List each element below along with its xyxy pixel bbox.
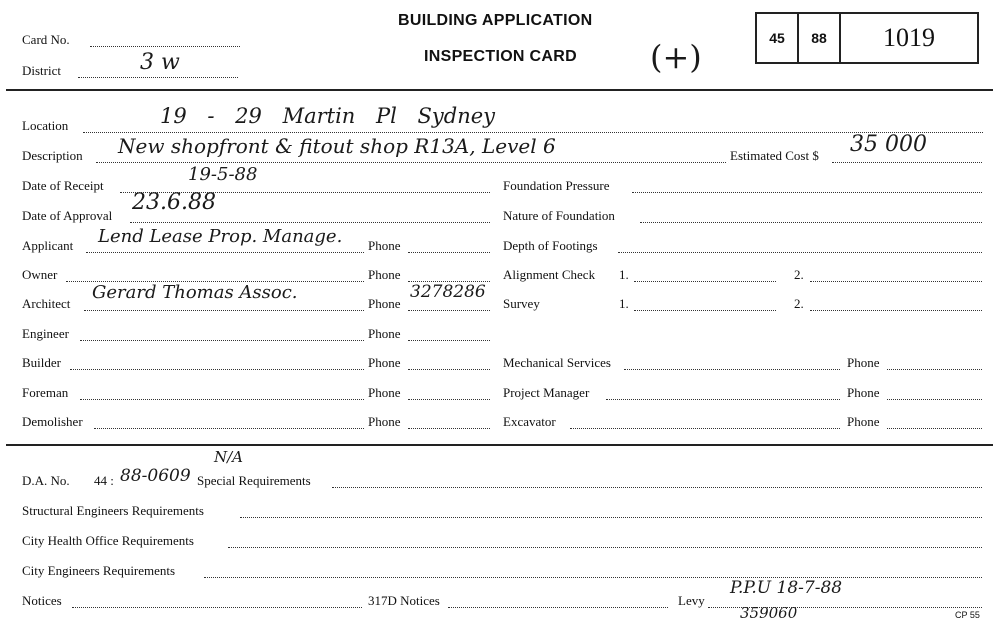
architect-phone-field[interactable]: [408, 310, 490, 311]
da-no-label: D.A. No.: [22, 473, 70, 488]
box-number-2: 88: [799, 14, 841, 62]
district-label: District: [22, 63, 61, 78]
owner-phone-label: Phone: [368, 267, 401, 282]
date-receipt-value: 19-5-88: [188, 164, 258, 185]
notices-317d-label: 317D Notices: [368, 593, 440, 608]
engineer-label: Engineer: [22, 326, 69, 341]
circled-mark: (+): [650, 38, 702, 76]
mechanical-label: Mechanical Services: [503, 355, 611, 370]
city-engineers-field[interactable]: [204, 577, 982, 578]
section-divider: [6, 444, 993, 446]
nature-foundation-field[interactable]: [640, 222, 982, 223]
builder-phone-field[interactable]: [408, 369, 490, 370]
form-code: CP 55: [955, 610, 980, 620]
engineer-field[interactable]: [80, 340, 364, 341]
engineer-phone-field[interactable]: [408, 340, 490, 341]
district-value: 3 w: [140, 50, 180, 75]
health-field[interactable]: [228, 547, 982, 548]
applicant-label: Applicant: [22, 238, 74, 253]
engineer-phone-label: Phone: [368, 326, 401, 341]
card-number-box: [755, 12, 979, 64]
architect-field[interactable]: [84, 310, 364, 311]
demolisher-field[interactable]: [94, 428, 364, 429]
city-engineers-label: City Engineers Requirements: [22, 563, 176, 578]
survey-item-1: 1.: [619, 296, 629, 311]
foreman-phone-label: Phone: [368, 385, 401, 400]
excavator-phone-label: Phone: [847, 414, 880, 429]
levy-value: P.P.U 18-7-88: [730, 578, 843, 598]
foreman-label: Foreman: [22, 385, 69, 400]
card-number: 1019: [883, 23, 935, 52]
date-approval-field[interactable]: [130, 222, 490, 223]
foreman-phone-field[interactable]: [408, 399, 490, 400]
card-no-field[interactable]: [90, 46, 240, 47]
architect-value: Gerard Thomas Assoc.: [92, 282, 298, 303]
applicant-field[interactable]: [86, 252, 364, 253]
architect-phone-value: 3278286: [410, 282, 486, 302]
builder-label: Builder: [22, 355, 61, 370]
structural-field[interactable]: [240, 517, 982, 518]
form-title: BUILDING APPLICATION: [398, 12, 593, 29]
foundation-pressure-field[interactable]: [632, 192, 982, 193]
notices-317d-field[interactable]: [448, 607, 668, 608]
applicant-phone-label: Phone: [368, 238, 401, 253]
structural-label: Structural Engineers Requirements: [22, 503, 204, 518]
alignment-check-label: Alignment Check: [503, 267, 596, 282]
header-divider: [6, 89, 993, 91]
estimated-cost-field[interactable]: [832, 162, 982, 163]
form-subtitle: INSPECTION CARD: [424, 48, 577, 65]
builder-field[interactable]: [70, 369, 364, 370]
foreman-field[interactable]: [80, 399, 364, 400]
estimated-cost-value: 35 000: [850, 132, 927, 157]
health-label: City Health Office Requirements: [22, 533, 194, 548]
survey-2-field[interactable]: [810, 310, 982, 311]
excavator-phone-field[interactable]: [887, 428, 982, 429]
district-field[interactable]: [78, 77, 238, 78]
location-label: Location: [22, 118, 69, 133]
special-requirements-value: N/A: [214, 448, 244, 466]
architect-label: Architect: [22, 296, 71, 311]
applicant-phone-field[interactable]: [408, 252, 490, 253]
card-no-label: Card No.: [22, 32, 70, 47]
location-value: 19 - 29 Martin Pl Sydney: [160, 104, 496, 128]
special-requirements-field[interactable]: [332, 487, 982, 488]
builder-phone-label: Phone: [368, 355, 401, 370]
depth-footings-label: Depth of Footings: [503, 238, 598, 253]
notices-label: Notices: [22, 593, 62, 608]
excavator-field[interactable]: [570, 428, 840, 429]
project-manager-field[interactable]: [606, 399, 840, 400]
levy-label: Levy: [678, 593, 705, 608]
alignment-check-2-field[interactable]: [810, 281, 982, 282]
notices-field[interactable]: [72, 607, 362, 608]
da-prefix: 44 :: [94, 473, 114, 488]
alignment-item-1: 1.: [619, 267, 629, 282]
da-value: 88-0609: [120, 466, 191, 486]
location-field[interactable]: [83, 132, 983, 133]
project-manager-label: Project Manager: [503, 385, 590, 400]
special-requirements-label: Special Requirements: [197, 473, 311, 488]
demolisher-phone-field[interactable]: [408, 428, 490, 429]
alignment-check-1-field[interactable]: [634, 281, 776, 282]
excavator-label: Excavator: [503, 414, 556, 429]
architect-phone-label: Phone: [368, 296, 401, 311]
date-approval-value: 23.6.88: [132, 190, 216, 215]
description-value: New shopfront & fitout shop R13A, Level 6: [118, 134, 556, 158]
foundation-pressure-label: Foundation Pressure: [503, 178, 610, 193]
date-receipt-label: Date of Receipt: [22, 178, 104, 193]
survey-1-field[interactable]: [634, 310, 776, 311]
project-manager-phone-field[interactable]: [887, 399, 982, 400]
levy-number: 359060: [740, 604, 798, 622]
description-field[interactable]: [96, 162, 726, 163]
mechanical-field[interactable]: [624, 369, 840, 370]
depth-footings-field[interactable]: [618, 252, 982, 253]
mechanical-phone-field[interactable]: [887, 369, 982, 370]
owner-label: Owner: [22, 267, 58, 282]
project-manager-phone-label: Phone: [847, 385, 880, 400]
estimated-cost-label: Estimated Cost $: [730, 148, 819, 163]
box-number-1: 45: [757, 14, 799, 62]
description-label: Description: [22, 148, 83, 163]
alignment-item-2: 2.: [794, 267, 804, 282]
mechanical-phone-label: Phone: [847, 355, 880, 370]
applicant-value: Lend Lease Prop. Manage.: [98, 226, 343, 247]
nature-foundation-label: Nature of Foundation: [503, 208, 615, 223]
survey-label: Survey: [503, 296, 540, 311]
survey-item-2: 2.: [794, 296, 804, 311]
demolisher-phone-label: Phone: [368, 414, 401, 429]
demolisher-label: Demolisher: [22, 414, 83, 429]
date-approval-label: Date of Approval: [22, 208, 113, 223]
